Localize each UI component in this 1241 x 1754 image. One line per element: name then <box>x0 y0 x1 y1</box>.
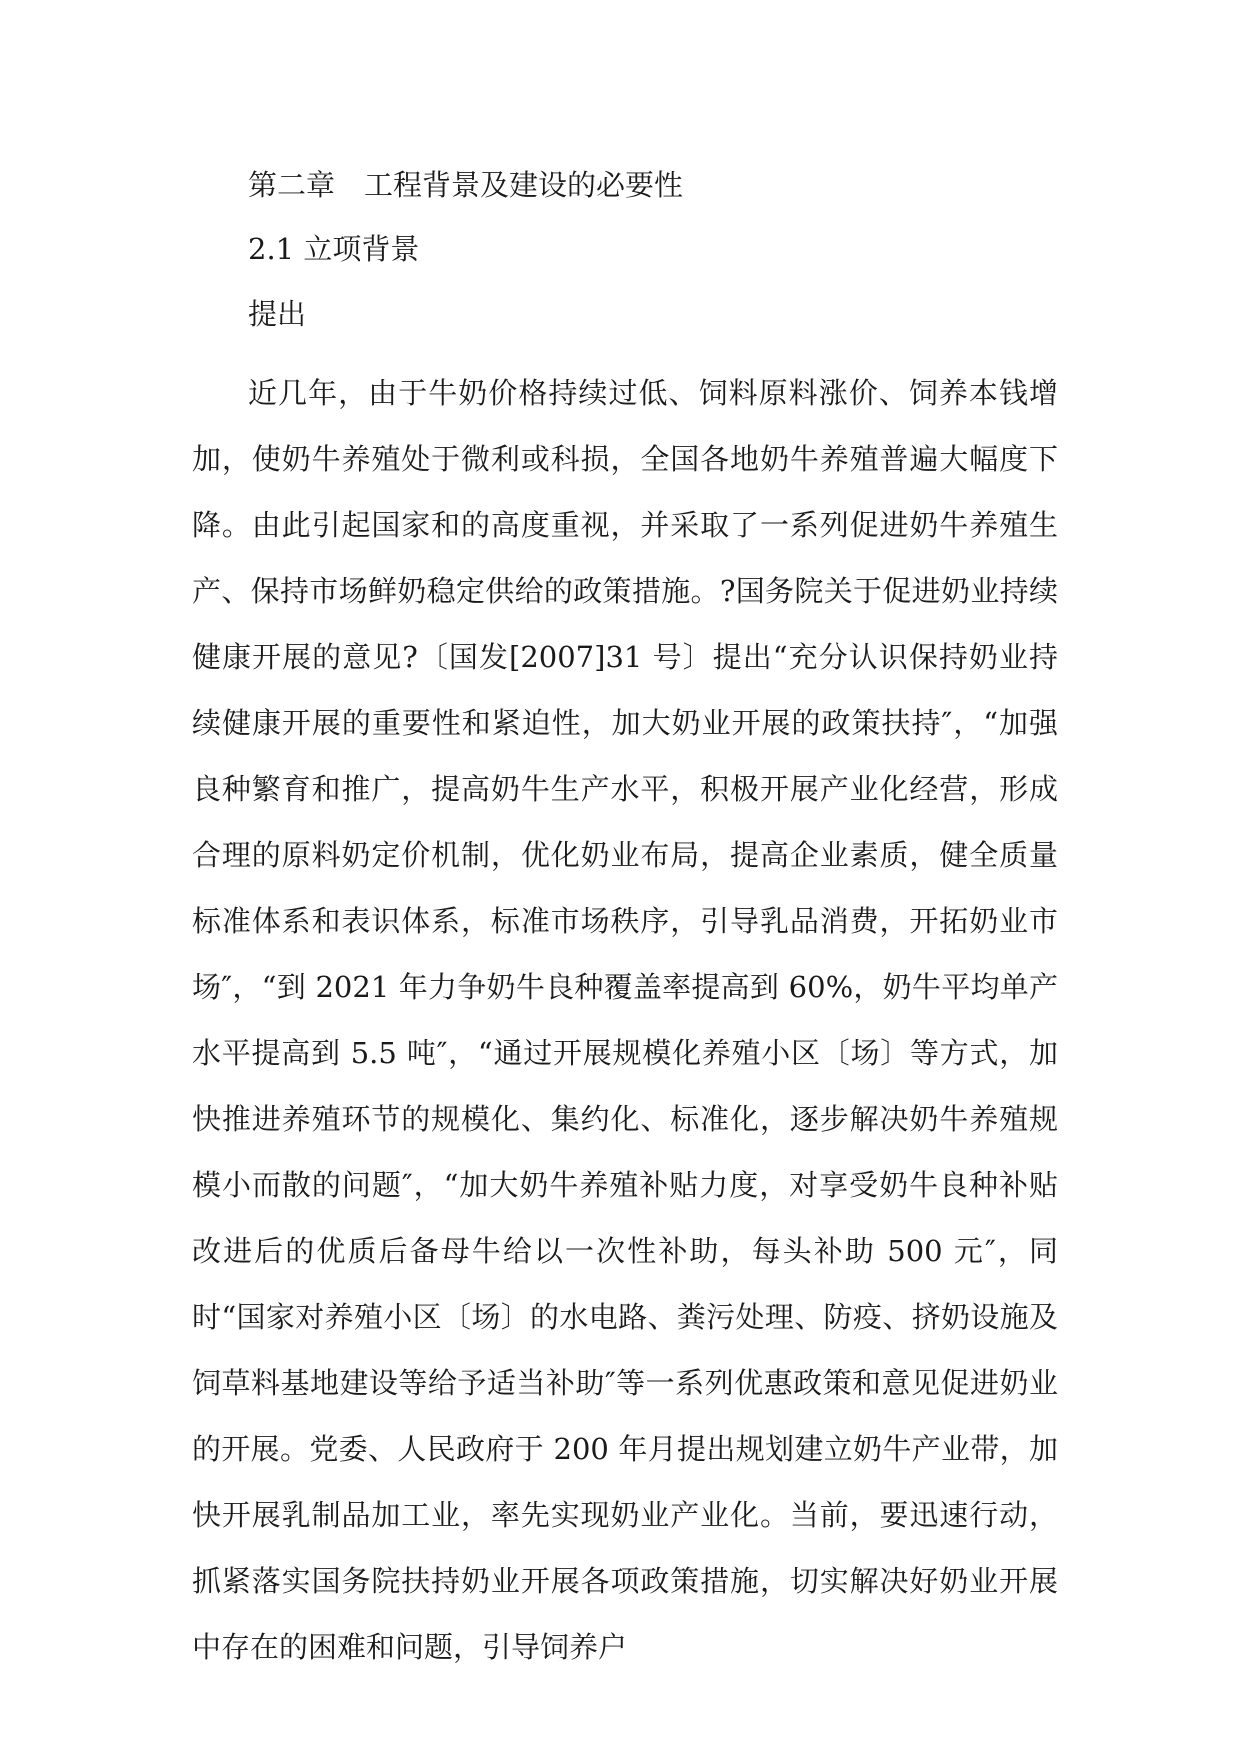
section-title: 2.1 立项背景 <box>248 232 420 266</box>
chapter-title: 第二章 工程背景及建设的必要性 <box>248 168 684 202</box>
body-paragraph: 近几年，由于牛奶价格持续过低、饲料原料涨价、饲养本钱增加，使奶牛养殖处于微利或科损，全国各地奶牛养殖普遍大幅度下降。由此引起国家和的高度重视，并采取了一系列促进奶牛养殖生产、保持市场鲜奶稳定供给的政策措施。?国务院关于促进奶业持续健康开展的意见?〔国发[2007]31 号〕提出“充分认识保持奶业持续健康开展的重要性和紧迫性，加大奶业开展的政策扶持″，“加强良种繁育和推广，提高奶牛生产水平，积极开展产业化经营，形成合理的原料奶定价机制，优化奶业布局，提高企业素质，健全质量标准体系和表识体系，标准市场秩序，引导乳品消费，开拓奶业市场″，“到 2021 年力争奶牛良种覆盖率提高到 60%，奶牛平均单产水平提高到 5.5 吨″，“通过开展规模化养殖小区〔场〕等方式，加快推进养殖环节的规模化、集约化、标准化，逐步解决奶牛养殖规模小而散的问题″，“加大奶牛养殖补贴力度，对享受奶牛良种补贴改进后的优质后备母牛给以一次性补助，每头补助 500 元″，同时“国家对养殖小区〔场〕的水电路、粪污处理、防疫、挤奶设施及饲草料基地建设等给予适当补助″等一系列优惠政策和意见促进奶业的开展。党委、人民政府于 200 年月提出规划建立奶牛产业带，加快开展乳制品加工业，率先实现奶业产业化。当前，要迅速行动，抓紧落实国务院扶持奶业开展各项政策措施，切实解决好奶业开展中存在的困难和问题，引导饲养户 <box>192 376 1058 1664</box>
subsection-title: 提出 <box>248 297 307 331</box>
